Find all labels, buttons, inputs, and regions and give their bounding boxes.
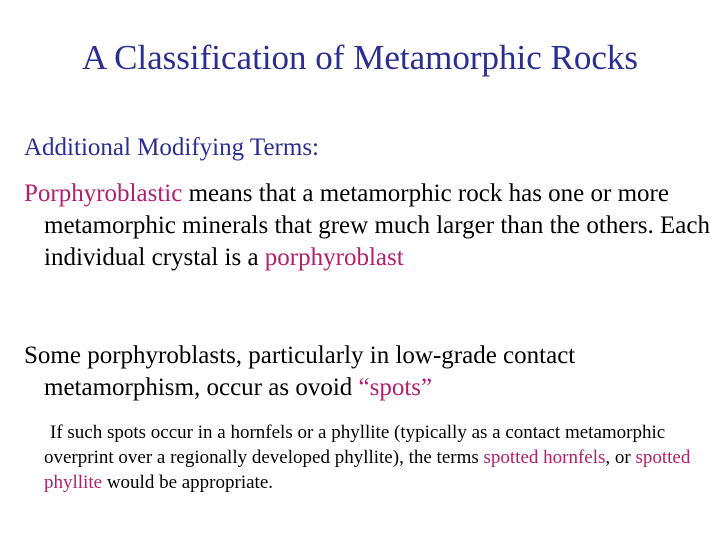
paragraph-spotted-rocks <box>44 420 704 495</box>
section-heading: Additional Modifying Terms: <box>24 134 319 161</box>
paragraph-text: If such spots occur in a hornfels or a phyllite (typically as a contact metamorphic overprint over a regionally developed phyllite), the terms <box>44 422 666 468</box>
paragraph-text: would be appropriate. <box>102 472 274 493</box>
paragraph-text: Some porphyroblasts, particularly in low-grade contact metamorphism, occur as ovoid <box>24 342 576 401</box>
paragraph-text: , or <box>605 447 636 468</box>
term-porphyroblastic: Porphyroblastic <box>24 180 183 207</box>
term-spotted-hornfels: spotted hornfels <box>483 447 606 468</box>
slide-title: A Classification of Metamorphic Rocks <box>81 38 639 77</box>
term-porphyroblast: porphyroblast <box>264 244 404 271</box>
paragraph-text: means that a metamorphic rock has one or more metamorphic minerals that grew much larger than the others. Each individual crystal is a <box>44 180 710 271</box>
paragraph-porphyroblastic <box>24 178 720 274</box>
term-spots: “spots” <box>358 374 433 401</box>
term-spotted-phyllite: spotted phyllite <box>44 447 691 493</box>
paragraph-spots <box>24 340 720 404</box>
